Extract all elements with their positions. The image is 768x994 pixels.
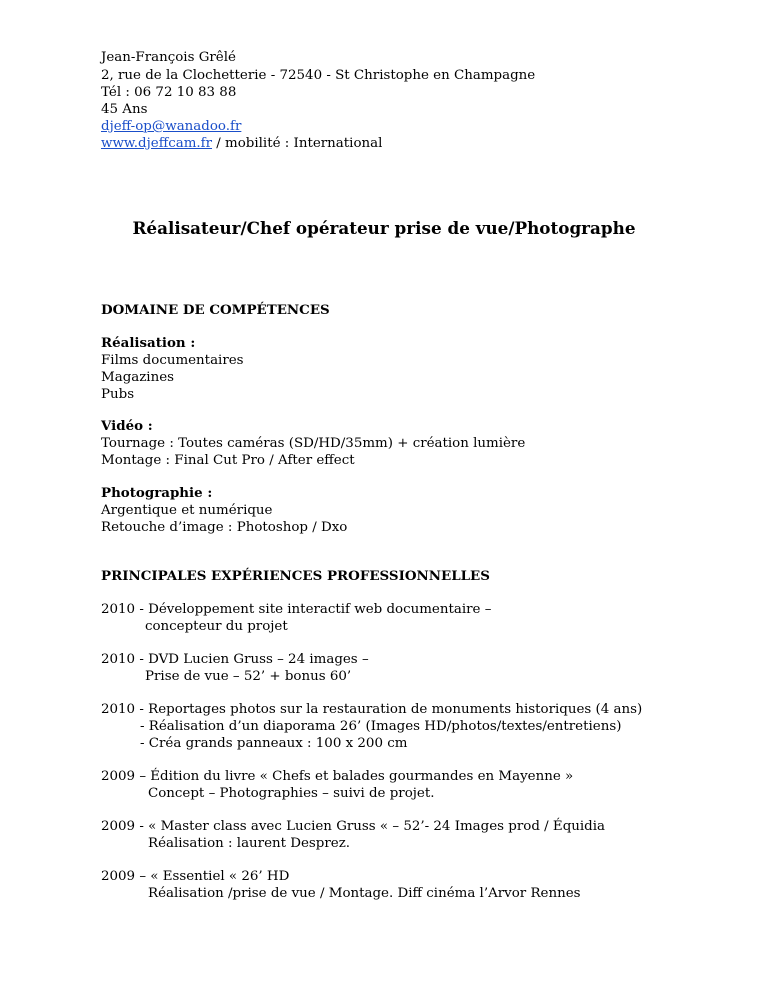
experience-entry-line: Réalisation /prise de vue / Montage. Diff cinéma l’Arvor Rennes (148, 886, 581, 901)
video-item: Tournage : Toutes caméras (SD/HD/35mm) + création lumière (101, 436, 526, 451)
realisation-label: Réalisation : (101, 335, 196, 351)
realisation-item: Magazines (101, 370, 175, 385)
skills-heading: DOMAINE DE COMPÉTENCES (101, 302, 330, 318)
document-title: Réalisateur/Chef opérateur prise de vue/Photographe (132, 218, 636, 238)
website-line (101, 135, 382, 152)
photo-item: Argentique et numérique (101, 503, 273, 518)
experience-entry-line: 2009 – Édition du livre « Chefs et balades gourmandes en Mayenne » (101, 769, 574, 784)
experience-entry-line: Réalisation : laurent Desprez. (148, 836, 351, 851)
contact-name: Jean-François Grêlé (101, 50, 236, 65)
mobility-text: / mobilité : International (212, 136, 383, 151)
experience-entry-line: concepteur du projet (145, 619, 288, 634)
video-item: Montage : Final Cut Pro / After effect (101, 453, 355, 468)
experience-entry-line: - Créa grands panneaux : 100 x 200 cm (140, 736, 408, 751)
contact-address: 2, rue de la Clochetterie - 72540 - St Christophe en Champagne (101, 68, 536, 83)
website-link[interactable]: www.djeffcam.fr (101, 136, 213, 151)
experience-entry-line: 2010 - DVD Lucien Gruss – 24 images – (101, 652, 369, 667)
experience-entry-line: 2010 - Reportages photos sur la restauration de monuments historiques (4 ans) (101, 702, 643, 717)
realisation-item: Films documentaires (101, 353, 244, 368)
experience-entry-line: - Réalisation d’un diaporama 26’ (Images HD/photos/textes/entretiens) (140, 719, 622, 734)
experience-heading: PRINCIPALES EXPÉRIENCES PROFESSIONNELLES (101, 568, 490, 584)
experience-entry-line: 2009 – « Essentiel « 26’ HD (101, 869, 290, 884)
experience-entry-line: Prise de vue – 52’ + bonus 60’ (145, 669, 352, 684)
photo-label: Photographie : (101, 485, 213, 501)
experience-entry-line: 2009 - « Master class avec Lucien Gruss « – 52’- 24 Images prod / Équidia (101, 819, 606, 834)
video-label: Vidéo : (101, 418, 153, 434)
photo-item: Retouche d’image : Photoshop / Dxo (101, 520, 348, 535)
contact-age: 45 Ans (101, 102, 148, 117)
email-link[interactable]: djeff-op@wanadoo.fr (101, 119, 242, 134)
realisation-item: Pubs (101, 387, 135, 402)
experience-entry-line: 2010 - Développement site interactif web documentaire – (101, 602, 492, 617)
experience-entry-line: Concept – Photographies – suivi de projet. (148, 786, 435, 801)
contact-phone: Tél : 06 72 10 83 88 (101, 85, 237, 100)
